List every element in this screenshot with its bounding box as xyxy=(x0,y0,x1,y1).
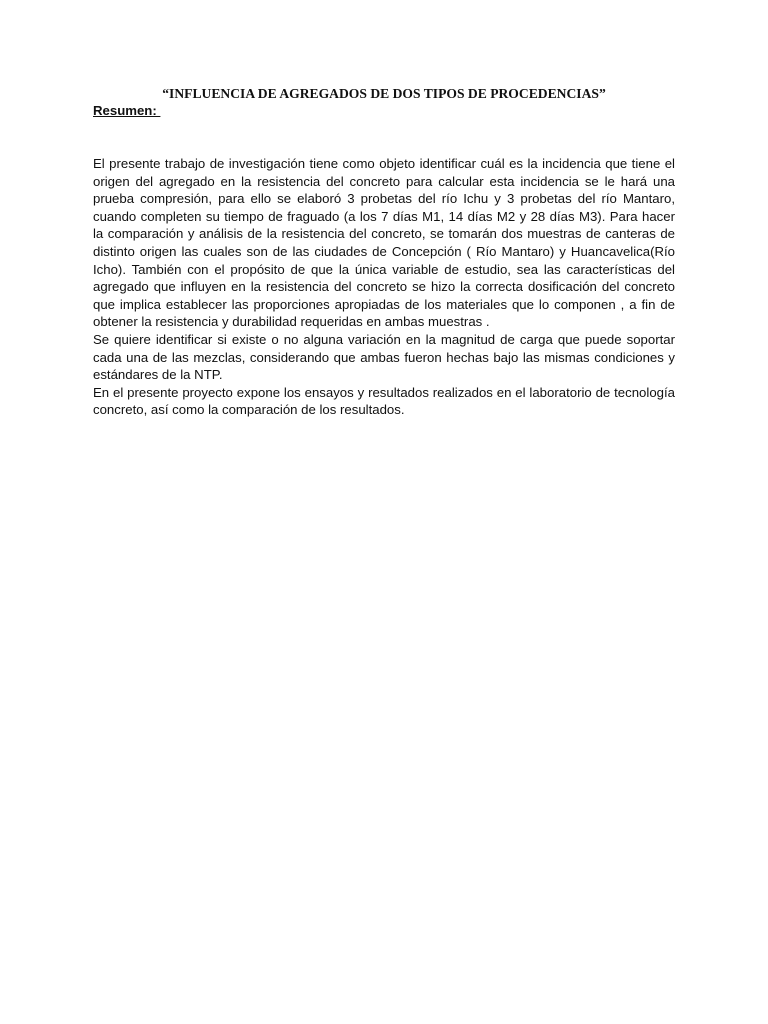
abstract-paragraph: En el presente proyecto expone los ensayos y resultados realizados en el laboratorio de tecnología concreto, así como la comparación de los resultados. xyxy=(93,384,675,418)
section-heading-resumen: Resumen: xyxy=(93,103,161,118)
document-title: “INFLUENCIA DE AGREGADOS DE DOS TIPOS DE PROCEDENCIAS” xyxy=(162,86,606,101)
abstract-paragraph: El presente trabajo de investigación tiene como objeto identificar cuál es la incidencia que tiene el origen del agregado en la resistencia del concreto para calcular esta incidencia se le hará una prueba compresión, para ello se elaboró 3 probetas del río Ichu y 3 probetas del río Mantaro, cuando completen su tiempo de fraguado (a los 7 días M1, 14 días M2 y 28 días M3). Para hacer la comparación y análisis de la resistencia del concreto, se tomarán dos muestras de canteras de distinto origen las cuales son de las ciudades de Concepción ( Río Mantaro) y Huancavelica(Río Icho). También con el propósito de que la única variable de estudio, sea las características del agregado que influyen en la resistencia del concreto se hizo la correcta dosificación del concreto que implica establecer las proporciones apropiadas de los materiales que lo componen , a fin de obtener la resistencia y durabilidad requeridas en ambas muestras . xyxy=(93,156,675,330)
abstract-body xyxy=(93,155,675,419)
abstract-paragraph: Se quiere identificar si existe o no alguna variación en la magnitud de carga que puede soportar cada una de las mezclas, considerando que ambas fueron hechas bajo las mismas condiciones y estándares de la NTP. xyxy=(93,331,675,383)
